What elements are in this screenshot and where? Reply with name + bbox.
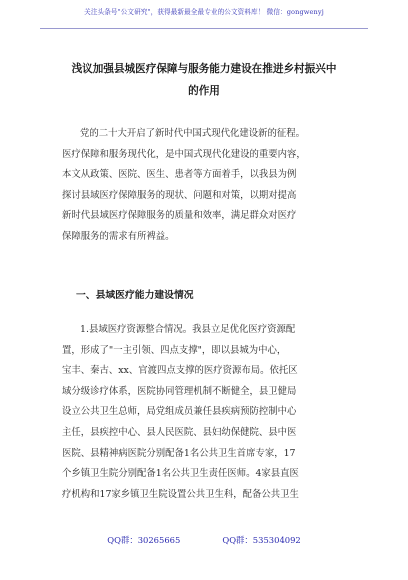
footer-qq-group-2: QQ群：535304092: [222, 535, 301, 545]
paragraph-line: 疗机构和17家乡镇卫生院设置公共卫生科，配备公共卫生: [62, 488, 299, 500]
paragraph-line: 保障服务的需求有所裨益。: [62, 230, 175, 242]
header-banner: 关注头条号"公文研究"，获得最新最全最专业的公文资料库！ 微信：gongwenyj: [84, 8, 324, 16]
paragraph-line: 医疗保障和服务现代化，是中国式现代化建设的重要内容，: [62, 148, 306, 160]
intro-paragraph: [62, 124, 366, 248]
page-footer: [0, 534, 408, 546]
paragraph-line: 探讨县域医疗保障服务的现状、问题和对策，以期对提高: [62, 189, 297, 201]
paragraph-line: 医院、县精神病医院分别配备1名公共卫生首席专家，17: [62, 447, 296, 459]
document-title: [40, 58, 368, 102]
paragraph-line: 个乡镇卫生院分别配备1名公共卫生责任医师。4家县直医: [62, 468, 299, 480]
paragraph-line: 1.县域医疗资源整合情况。我县立足优化医疗资源配: [80, 324, 296, 335]
paragraph-line: 本文从政策、医院、医生、患者等方面着手，以我县为例: [62, 169, 297, 181]
page-header: [0, 6, 408, 28]
paragraph-line: 新时代县域医疗保障服务的质量和效率，满足群众对医疗: [62, 210, 297, 222]
paragraph-line: 党的二十大开启了新时代中国式现代化建设新的征程。: [80, 128, 306, 139]
header-divider: [40, 28, 368, 29]
title-line: 浅议加强县城医疗保障与服务能力建设在推进乡村振兴中: [71, 63, 337, 75]
section-paragraph: [62, 320, 366, 505]
paragraph-line: 设立公共卫生总师，局党组成员兼任县疾病预防控制中心: [62, 406, 297, 418]
paragraph-line: 宝丰、秦古、xx、官渡四点支撑的医疗资源布局。依托区: [62, 365, 298, 377]
section-heading: 一、县域医疗能力建设情况: [76, 290, 194, 301]
paragraph-line: 主任，县疾控中心、县人民医院、县妇幼保健院、县中医: [62, 426, 297, 438]
paragraph-line: 置，形成了"一主引领、四点支撑"，即以县城为中心，: [62, 344, 287, 356]
title-line: 的作用: [188, 85, 220, 97]
footer-qq-group-1: QQ群：30265665: [107, 535, 181, 545]
paragraph-line: 域分级诊疗体系，医院协同管理机制不断健全，县卫健局: [62, 385, 297, 397]
